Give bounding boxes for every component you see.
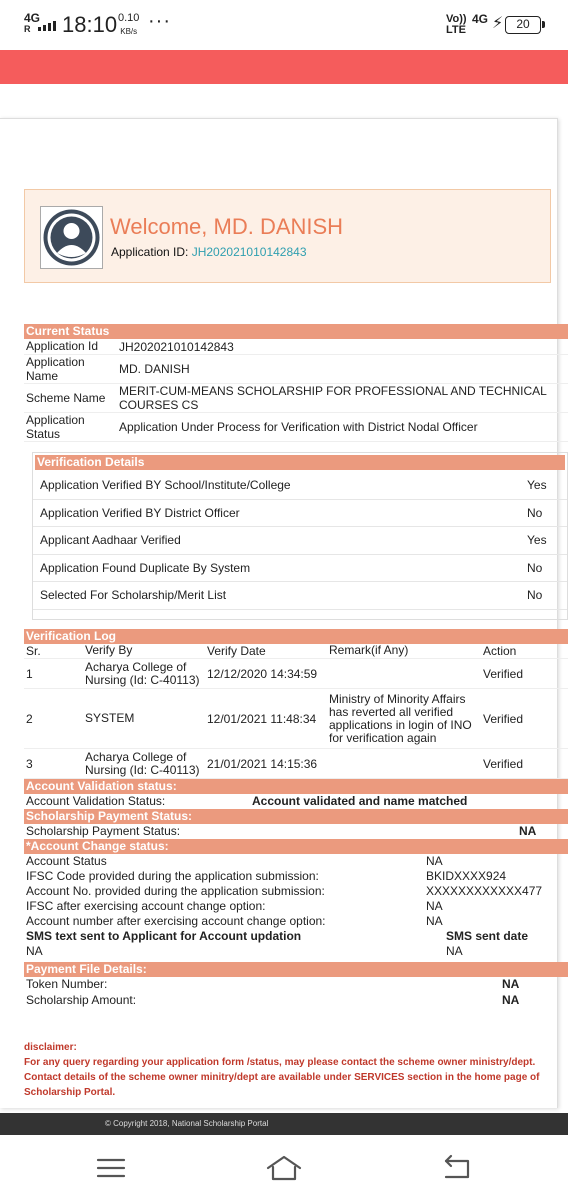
network-speed: 0.10 KB/s (118, 12, 140, 36)
account-change-row: IFSC after exercising account change option: NA (26, 899, 443, 913)
battery-icon: 20 (505, 16, 541, 34)
section-heading: Payment File Details: (24, 962, 568, 977)
network-type: 4G (24, 11, 41, 25)
verification-row: Application Verified BY School/Institute/College Yes (33, 472, 567, 500)
payment-file-row: Scholarship Amount: NA (26, 993, 520, 1007)
charging-icon: ⚡ (492, 15, 504, 32)
table-row: 1 Acharya College of Nursing (Id: C-40113) 12/12/2020 14:34:59 Verified (24, 659, 568, 689)
section-heading: Verification Details (35, 455, 565, 470)
section-heading: Verification Log (24, 629, 568, 644)
current-status-section (24, 324, 568, 442)
system-navigation-bar (0, 1135, 568, 1200)
table-row: 3 Acharya College of Nursing (Id: C-40113) 21/01/2021 14:15:36 Verified (24, 749, 568, 779)
network-type-2: 4G (472, 12, 489, 26)
status-row: Application Id JH202021010142843 (24, 339, 568, 355)
section-heading: Current Status (24, 324, 568, 339)
payment-file-row: Token Number: NA (26, 977, 520, 991)
sms-header-row: SMS text sent to Applicant for Account updation SMS sent date (26, 929, 529, 943)
status-bar (0, 0, 568, 50)
section-heading: *Account Change status: (24, 839, 568, 854)
more-notifications-icon: ··· (148, 10, 171, 32)
volte-icon: Vo)) LTE (446, 13, 467, 36)
back-icon[interactable] (440, 1153, 474, 1183)
table-row: 2 SYSTEM 12/01/2021 11:48:34 Ministry of Minority Affairs has reverted all verified applications in login of INO for verification again Verified (24, 689, 568, 749)
avatar (40, 206, 103, 269)
section-heading: Scholarship Payment Status: (24, 809, 568, 824)
section-heading: Account Validation status: (24, 779, 568, 794)
signal-icon (38, 21, 56, 31)
log-header-row: Sr. Verify By Verify Date Remark(if Any) Action (24, 644, 568, 659)
welcome-title: Welcome, MD. DANISH (110, 214, 344, 239)
page-footer: © Copyright 2018, National Scholarship Portal (0, 1113, 568, 1135)
account-change-row: Account Status NA (26, 854, 443, 868)
verification-details-section (32, 452, 568, 620)
status-row: Scheme Name MERIT-CUM-MEANS SCHOLARSHIP FOR PROFESSIONAL AND TECHNICAL COURSES CS (24, 384, 568, 413)
home-icon[interactable] (265, 1153, 303, 1183)
menu-icon[interactable] (94, 1153, 128, 1183)
verification-row: Application Found Duplicate By System No (33, 555, 567, 583)
clock: 18:10 (62, 12, 118, 37)
status-row: Application Status Application Under Process for Verification with District Nodal Officer (24, 413, 568, 442)
application-id-line: Application ID: JH202021010142843 (111, 245, 307, 259)
payment-status-row: Scholarship Payment Status: NA (26, 824, 537, 838)
roaming-indicator: R (24, 24, 31, 34)
sms-value-row: NA NA (26, 944, 463, 958)
app-header-bar (0, 50, 568, 84)
verification-row: Selected For Scholarship/Merit List No (33, 582, 567, 610)
account-validation-row: Account Validation Status: Account validated and name matched (26, 794, 468, 808)
account-change-row: IFSC Code provided during the application submission: BKIDXXXX924 (26, 869, 507, 883)
verification-row: Application Verified BY District Officer No (33, 500, 567, 528)
verification-log-section (24, 629, 568, 1009)
application-id-value: JH202021010142843 (191, 245, 307, 259)
welcome-panel (24, 189, 551, 283)
disclaimer: disclaimer: For any query regarding your application form /status, may please contact the scheme owner ministry/dept. Contact details of the scheme owner minitry/dept are available under SERVICES section in the home page of Scholarship Portal. (24, 1042, 540, 1098)
account-change-row: Account No. provided during the application submission: XXXXXXXXXXXX477 (26, 884, 543, 898)
status-row: Application Name MD. DANISH (24, 355, 568, 384)
verification-row: Applicant Aadhaar Verified Yes (33, 527, 567, 555)
user-avatar-icon (41, 207, 102, 268)
account-change-row: Account number after exercising account change option: NA (26, 914, 443, 928)
